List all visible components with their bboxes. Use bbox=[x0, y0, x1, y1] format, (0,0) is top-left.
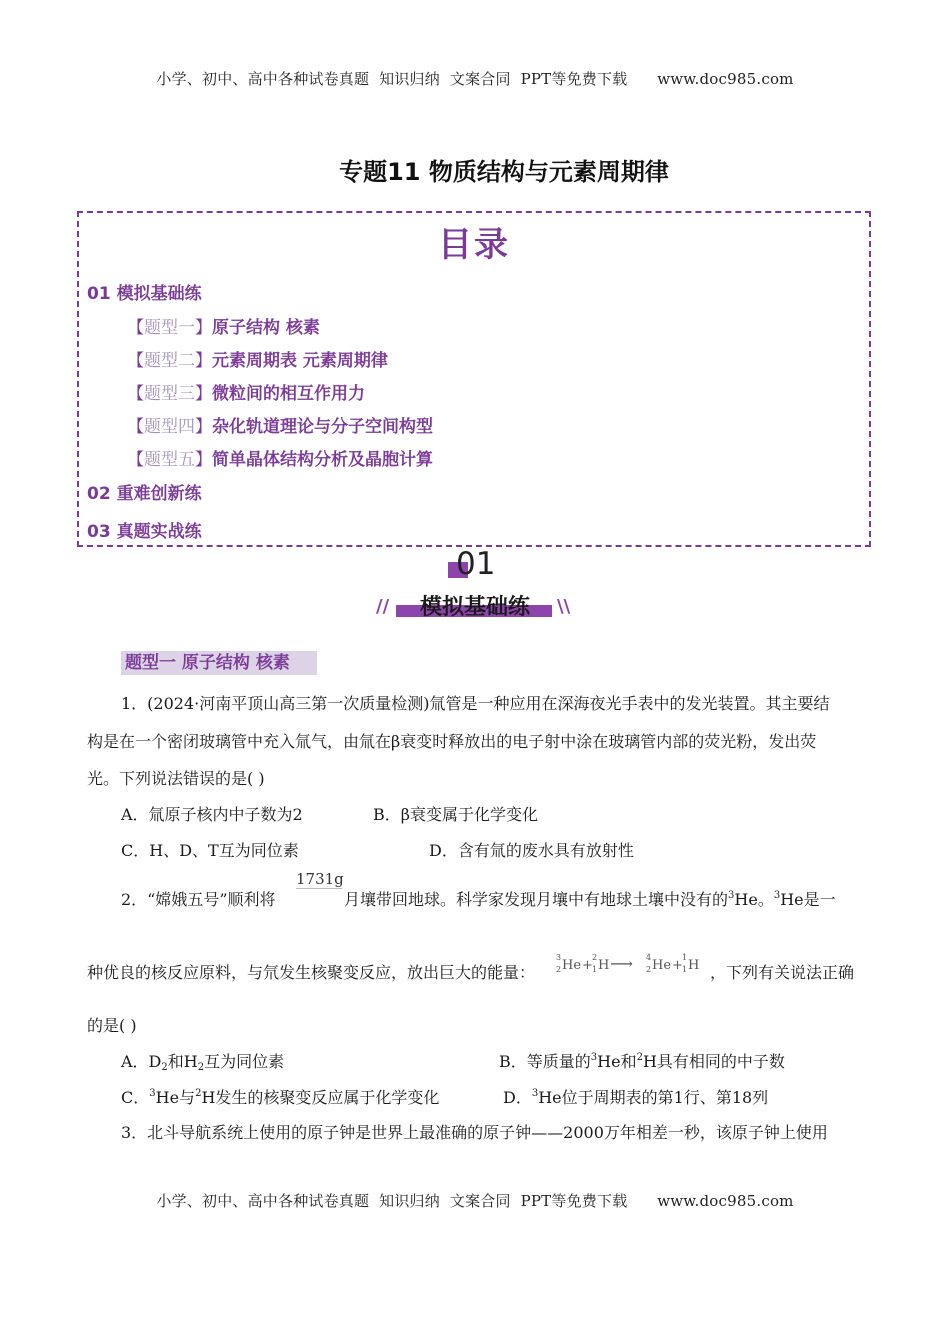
q2-a-1: A．D bbox=[121, 1052, 162, 1071]
toc-section-3[interactable]: 03 真题实战练 bbox=[87, 522, 202, 542]
toc-item-text: 简单晶体结构分析及晶胞计算 bbox=[212, 450, 433, 470]
toc-item-5[interactable] bbox=[127, 445, 433, 470]
q2-c-sup2: 2 bbox=[195, 1088, 202, 1099]
eq-c-top: 4 bbox=[646, 953, 652, 962]
q2-part3: He是一 bbox=[780, 890, 836, 909]
toc-item-text: 微粒间的相互作用力 bbox=[212, 384, 365, 404]
q2-d-1: D． bbox=[503, 1088, 532, 1107]
bracket-open: 【 bbox=[127, 450, 144, 470]
toc-item-3[interactable] bbox=[127, 379, 365, 404]
q2-mass-divider bbox=[296, 888, 342, 889]
q2-a-sub1: 2 bbox=[161, 1062, 168, 1073]
toc-item-text: 杂化轨道理论与分子空间构型 bbox=[212, 417, 433, 437]
q2-he2-sup: 3 bbox=[773, 890, 781, 901]
q2-d-sup1: 3 bbox=[531, 1088, 539, 1099]
eq-c-bot: 2 bbox=[646, 965, 652, 974]
q2-b-sup1: 3 bbox=[590, 1052, 598, 1063]
eq-d-bot: 1 bbox=[682, 965, 688, 974]
eq-c-sym: He bbox=[652, 958, 672, 973]
table-of-contents bbox=[77, 211, 871, 547]
eq-b-top: 2 bbox=[592, 953, 598, 962]
eq-d-sym: H bbox=[688, 958, 700, 973]
eq-b-bot: 1 bbox=[592, 965, 598, 974]
bracket-close: 】 bbox=[195, 351, 212, 371]
eq-plus-1: + bbox=[582, 958, 593, 973]
q1-line-2: 构是在一个密闭玻璃管中充入氚气，由氚在β衰变时释放出的电子射中涂在玻璃管内部的荧光粉，发出荧 bbox=[87, 732, 817, 751]
q1-option-b[interactable]: B．β衰变属于化学变化 bbox=[373, 805, 539, 824]
banner-title: 模拟基础练 bbox=[419, 595, 530, 620]
q2-c-2: He与 bbox=[155, 1088, 196, 1107]
toc-item-2[interactable] bbox=[127, 346, 388, 371]
q2-line-2-end: ，下列有关说法正确 bbox=[710, 963, 855, 982]
eq-plus-2: + bbox=[672, 958, 683, 973]
bracket-open: 【 bbox=[127, 417, 144, 437]
page-footer: 小学、初中、高中各种试卷真题 知识归纳 文案合同 PPT等免费下载 www.doc985.com bbox=[156, 1192, 794, 1210]
q2-option-a[interactable] bbox=[121, 1049, 284, 1073]
q1-option-d[interactable]: D．含有氚的废水具有放射性 bbox=[429, 841, 634, 860]
eq-a-bot: 2 bbox=[556, 965, 562, 974]
toc-item-tag: 题型五 bbox=[144, 450, 195, 470]
q2-line-1b bbox=[344, 887, 836, 910]
bracket-close: 】 bbox=[195, 384, 212, 404]
bracket-open: 【 bbox=[127, 351, 144, 371]
question-type-title: 题型一 原子结构 核素 bbox=[121, 651, 317, 675]
q2-option-d[interactable] bbox=[503, 1085, 768, 1108]
eq-arrow: ⟶ bbox=[610, 954, 633, 973]
toc-section-1[interactable]: 01 模拟基础练 bbox=[87, 284, 202, 304]
toc-item-1[interactable] bbox=[127, 313, 320, 338]
bracket-close: 】 bbox=[195, 450, 212, 470]
q2-line-1a: 2．“嫦娥五号”顺利将 bbox=[121, 890, 276, 909]
banner-number: 01 bbox=[456, 546, 496, 582]
toc-item-tag: 题型三 bbox=[144, 384, 195, 404]
q3-line-1: 3．北斗导航系统上使用的原子钟是世界上最准确的原子钟——2000万年相差一秒，该原子钟上使用 bbox=[121, 1123, 828, 1142]
q2-a-sub2: 2 bbox=[197, 1062, 205, 1073]
banner-slash-left: // bbox=[376, 596, 390, 617]
toc-item-text: 原子结构 核素 bbox=[212, 318, 320, 338]
eq-a-top: 3 bbox=[556, 953, 562, 962]
q1-line-3: 光。下列说法错误的是( ) bbox=[87, 769, 265, 788]
q2-c-3: H发生的核聚变反应属于化学变化 bbox=[201, 1088, 440, 1107]
eq-d-top: 1 bbox=[682, 953, 688, 962]
q2-c-sup1: 3 bbox=[149, 1088, 156, 1099]
q2-line-2: 种优良的核反应原料，与氘发生核聚变反应，放出巨大的能量： bbox=[87, 963, 536, 982]
bracket-open: 【 bbox=[127, 384, 144, 404]
toc-section-2[interactable]: 02 重难创新练 bbox=[87, 484, 202, 504]
q2-he-sup: 3 bbox=[728, 890, 735, 901]
bracket-close: 】 bbox=[195, 318, 212, 338]
q1-option-c[interactable]: C．H、D、T互为同位素 bbox=[121, 841, 299, 860]
toc-item-tag: 题型四 bbox=[144, 417, 195, 437]
nuclear-equation bbox=[552, 950, 712, 978]
q2-he: He。 bbox=[734, 890, 774, 909]
q2-line-3: 的是( ) bbox=[87, 1016, 137, 1035]
eq-a-sym: He bbox=[562, 958, 582, 973]
q2-option-b[interactable] bbox=[499, 1049, 785, 1072]
q2-b-3: H具有相同的中子数 bbox=[642, 1052, 785, 1071]
toc-item-text: 元素周期表 元素周期律 bbox=[212, 351, 388, 371]
q2-b-1: B．等质量的 bbox=[499, 1052, 591, 1071]
toc-heading: 目录 bbox=[438, 225, 510, 265]
q2-c-1: C． bbox=[121, 1088, 150, 1107]
q1-line-1: 1．(2024·河南平顶山高三第一次质量检测)氚管是一种应用在深海夜光手表中的发光装置。其主要结 bbox=[121, 694, 830, 713]
toc-item-tag: 题型二 bbox=[144, 351, 195, 371]
toc-item-4[interactable] bbox=[127, 412, 433, 437]
document-title: 专题11 物质结构与元素周期律 bbox=[339, 158, 669, 186]
q2-a-2: 和H bbox=[167, 1052, 198, 1071]
eq-b-sym: H bbox=[598, 958, 610, 973]
toc-item-tag: 题型一 bbox=[144, 318, 195, 338]
q2-b-sup2: 2 bbox=[636, 1052, 643, 1063]
page-header: 小学、初中、高中各种试卷真题 知识归纳 文案合同 PPT等免费下载 www.doc985.com bbox=[156, 70, 794, 88]
q2-mass-figure: 1731g bbox=[296, 870, 344, 888]
banner-slash-right: \\ bbox=[557, 596, 571, 617]
q1-option-a[interactable]: A．氚原子核内中子数为2 bbox=[121, 805, 303, 824]
bracket-open: 【 bbox=[127, 318, 144, 338]
bracket-close: 】 bbox=[195, 417, 212, 437]
q2-option-c[interactable] bbox=[121, 1085, 439, 1108]
q2-d-2: He位于周期表的第1行、第18列 bbox=[538, 1088, 769, 1107]
q2-part2: 月壤带回地球。科学家发现月壤中有地球土壤中没有的 bbox=[344, 890, 729, 909]
q2-b-2: He和 bbox=[597, 1052, 637, 1071]
q2-a-3: 互为同位素 bbox=[204, 1052, 285, 1071]
